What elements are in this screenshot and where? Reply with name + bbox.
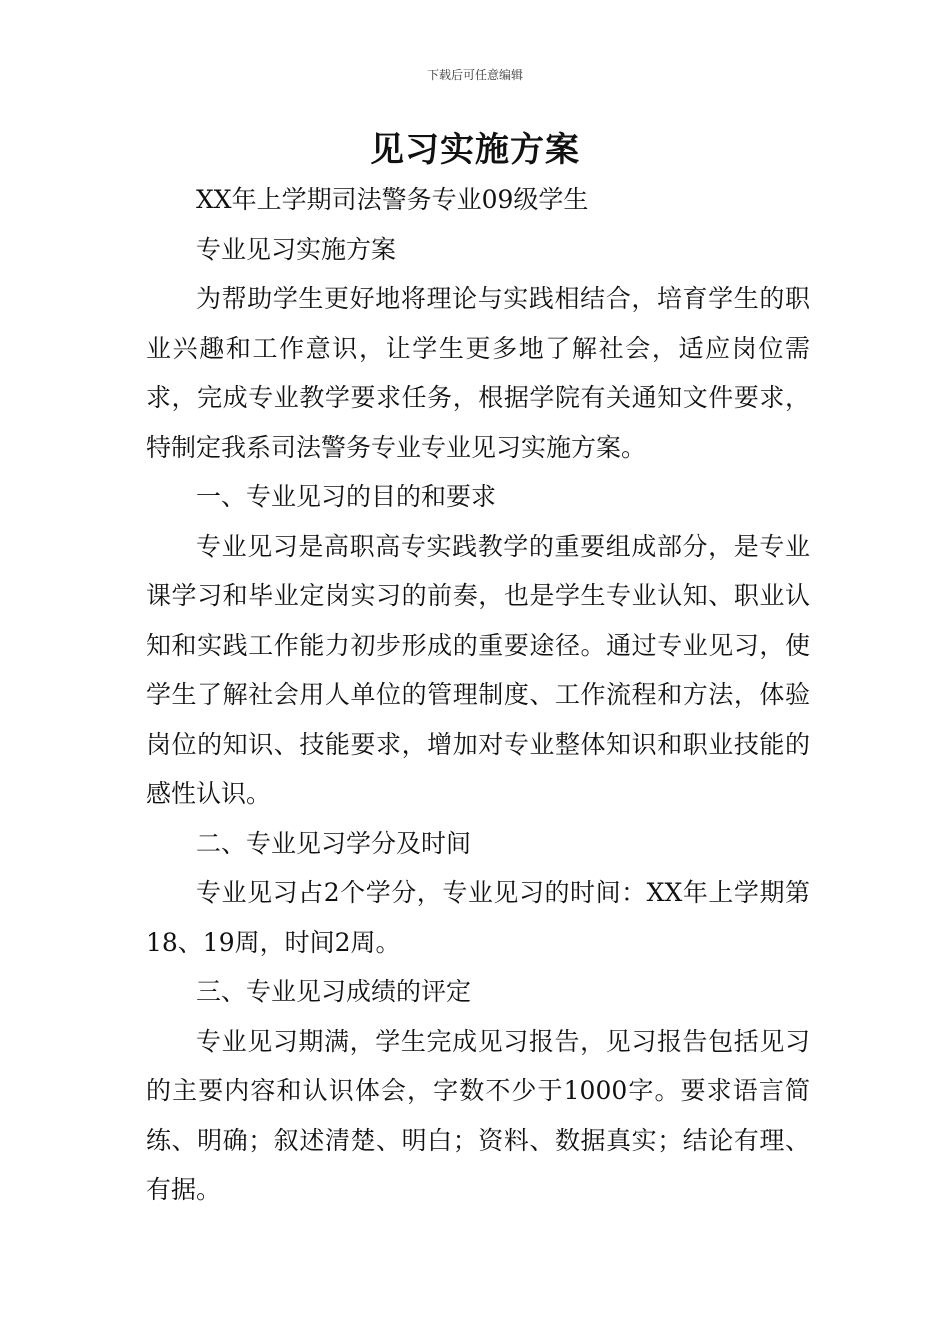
subtitle-line-1: XX年上学期司法警务专业09级学生: [196, 185, 589, 214]
section-2-paragraph: 专业见习占2个学分，专业见习的时间：XX年上学期第18、19周，时间2周。: [146, 878, 810, 957]
intro-paragraph: 为帮助学生更好地将理论与实践相结合，培育学生的职业兴趣和工作意识，让学生更多地了解社会，适应岗位需求，完成专业教学要求任务，根据学院有关通知文件要求，特制定我系司法警务专业专业见习实施方案。: [146, 284, 810, 462]
header-note: 下载后可任意编辑: [426, 68, 523, 82]
section-heading-2: 二、专业见习学分及时间: [196, 828, 472, 858]
section-heading-3: 三、专业见习成绩的评定: [196, 977, 472, 1006]
section-3-paragraph: 专业见习期满，学生完成见习报告，见习报告包括见习的主要内容和认识体会，字数不少于1000字。要求语言简练、明确；叙述清楚、明白；资料、数据真实；结论有理、有据。: [146, 1026, 810, 1204]
section-1-paragraph: 专业见习是高职高专实践教学的重要组成部分，是专业课学习和毕业定岗实习的前奏，也是学生专业认知、职业认知和实践工作能力初步形成的重要途径。通过专业见习，使学生了解社会用人单位的管理制度、工作流程和方法，体验岗位的知识、技能要求，增加对专业整体知识和职业技能的感性认识。: [146, 531, 810, 808]
document-body: [146, 175, 810, 1215]
document-title: 见习实施方案: [370, 130, 580, 170]
subtitle-line-2: 专业见习实施方案: [196, 234, 397, 264]
section-heading-1: 一、专业见习的目的和要求: [196, 482, 497, 511]
